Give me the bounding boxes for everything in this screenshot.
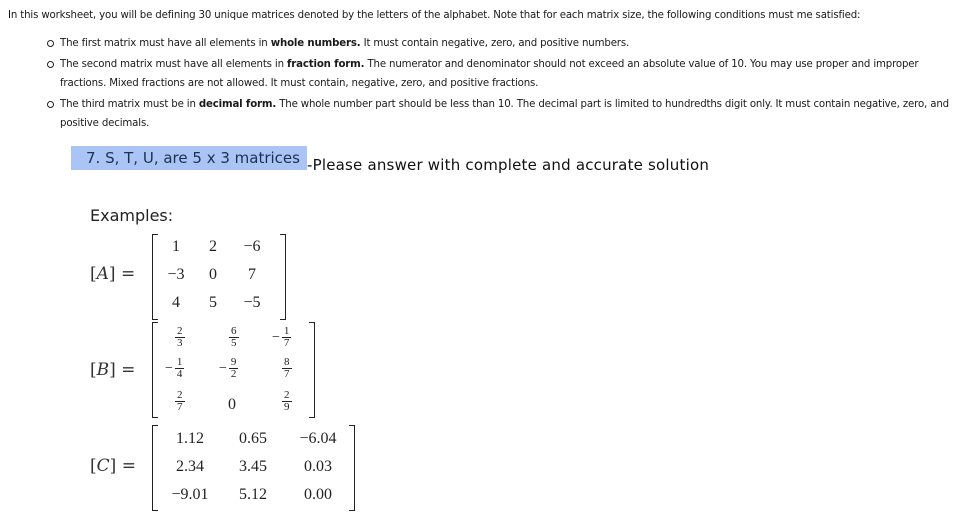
matrix-cell: 7: [248, 266, 256, 283]
matrix-cell: 4: [172, 294, 180, 311]
task-highlight: 7. S, T, U, are 5 x 3 matrices: [71, 146, 307, 170]
bullet-icon: [47, 40, 54, 47]
numerator: 8: [284, 356, 290, 368]
examples-label: Examples:: [90, 206, 174, 225]
matrix-b-right-bracket: [309, 322, 315, 418]
matrix-cell: [280, 390, 292, 413]
matrix-a-name: A: [96, 264, 109, 284]
fraction: [282, 390, 292, 413]
matrix-cell: −6: [243, 238, 261, 255]
denominator: 7: [283, 337, 290, 349]
matrix-cell: −6.04: [299, 430, 337, 447]
fraction: [229, 326, 239, 349]
matrix-c-left-bracket: [152, 425, 158, 511]
matrix-cell: −3: [167, 266, 185, 283]
matrix-b-name: B: [96, 360, 110, 380]
fraction: [175, 326, 185, 349]
numerator: 2: [284, 389, 290, 401]
matrix-cell: [173, 390, 185, 413]
matrix-a-label: [A] =: [90, 264, 136, 284]
matrix-cell: −5: [243, 294, 261, 311]
denominator: 2: [230, 368, 237, 380]
condition-item: The first matrix must have all elements in whole numbers. It must contain negative, zero, and positive numbers.: [48, 34, 958, 53]
matrix-b-left-bracket: [152, 322, 158, 418]
conditions-list: [48, 34, 958, 135]
fraction: [175, 357, 185, 380]
fraction: [282, 357, 292, 380]
bullet-icon: [47, 61, 54, 68]
numerator: 2: [177, 325, 183, 337]
matrix-cell: −9.01: [171, 486, 209, 503]
matrix-cell: [280, 357, 292, 380]
matrix-cell: 0: [209, 266, 217, 283]
matrix-cell: [272, 326, 291, 349]
matrix-c-name: C: [96, 456, 110, 476]
matrix-c-label: [C] =: [90, 456, 136, 476]
matrix-cell: 1: [172, 238, 180, 255]
matrix-cell: [173, 326, 185, 349]
numerator: 1: [283, 325, 290, 337]
matrix-cell: 5.12: [239, 486, 267, 503]
bullet-icon: [47, 101, 54, 108]
numerator: 6: [231, 325, 237, 337]
denominator: 3: [177, 337, 183, 349]
denominator: 9: [284, 401, 290, 413]
answer-note: -Please answer with complete and accurate solution: [307, 156, 710, 174]
negative-sign: −: [165, 360, 173, 376]
fraction: [175, 390, 185, 413]
numerator: 1: [176, 356, 183, 368]
denominator: 7: [284, 368, 290, 380]
denominator: 5: [231, 337, 237, 349]
matrix-cell: 5: [209, 294, 217, 311]
negative-sign: −: [219, 360, 227, 376]
negative-sign: −: [272, 329, 280, 345]
numerator: 2: [177, 389, 183, 401]
matrix-a-right-bracket: [280, 234, 286, 320]
condition-item: The third matrix must be in decimal form. The whole number part should be less than 10. The decimal part is limited to hundredths digit only. It must contain negative, zero, and positive decimals.: [48, 95, 958, 133]
fraction: [282, 326, 292, 349]
matrix-cell: [165, 357, 184, 380]
condition-item: The second matrix must have all elements in fraction form. The numerator and denominator should not exceed an absolute value of 10. You may use proper and improper fractions. Mixed fractions are not allowed. It must contain, negative, zero, and positive fractions.: [48, 55, 958, 93]
denominator: 4: [176, 368, 183, 380]
matrix-cell: 2: [209, 238, 217, 255]
matrix-cell: 0.03: [304, 458, 332, 475]
matrix-b-label: [B] =: [90, 360, 136, 380]
fraction: [229, 357, 239, 380]
matrix-cell: 1.12: [176, 430, 204, 447]
matrix-cell: 0.65: [239, 430, 267, 447]
matrix-cell: 3.45: [239, 458, 267, 475]
matrix-cell: 2.34: [176, 458, 204, 475]
matrix-cell: [227, 326, 239, 349]
worksheet-intro: In this worksheet, you will be defining 30 unique matrices denoted by the letters of the alphabet. Note that for each matrix size, the following conditions must me satisfied:: [8, 10, 861, 21]
numerator: 9: [230, 356, 237, 368]
matrix-c-right-bracket: [349, 425, 355, 511]
matrix-cell: 0.00: [304, 486, 332, 503]
matrix-cell: 0: [228, 396, 236, 413]
denominator: 7: [177, 401, 183, 413]
matrix-cell: [219, 357, 238, 380]
